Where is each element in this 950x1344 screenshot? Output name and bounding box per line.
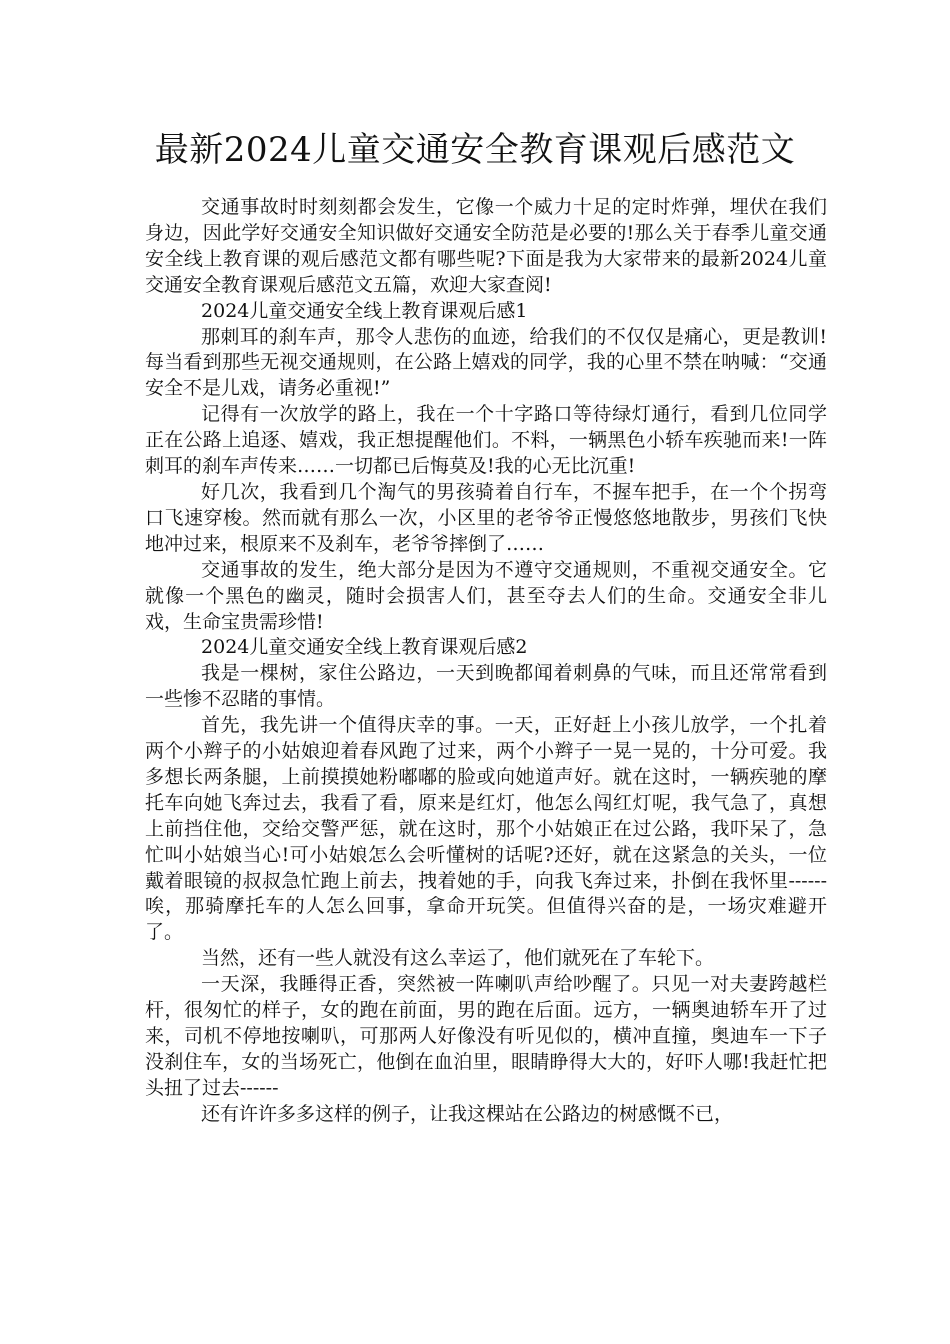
body-paragraph: 记得有一次放学的路上，我在一个十字路口等待绿灯通行，看到几位同学正在公路上追逐、嬉戏，我正想提醒他们。不料，一辆黑色小轿车疾驰而来!一阵刺耳的刹车声传来……一切都已后悔莫及!我的心无比沉重! (145, 403, 827, 478)
body-paragraph: 交通事故的发生，绝大部分是因为不遵守交通规则，不重视交通安全。它就像一个黑色的幽灵，随时会损害人们，甚至夺去人们的生命。交通安全非儿戏，生命宝贵需珍惜! (145, 558, 827, 633)
section-heading-2: 2024儿童交通安全线上教育课观后感2 (201, 636, 528, 659)
body-paragraph: 首先，我先讲一个值得庆幸的事。一天，正好赶上小孩儿放学，一个扎着两个小辫子的小姑娘迎着春风跑了过来，两个小辫子一晃一晃的，十分可爱。我多想长两条腿，上前摸摸她粉嘟嘟的脸或向她道声好。就在这时，一辆疾驰的摩托车向她飞奔过去，我看了看，原来是红灯，他怎么闯红灯呢，我气急了，真想上前挡住他，交给交警严惩，就在这时，那个小姑娘正在过公路，我吓呆了，急忙叫小姑娘当心!可小姑娘怎么会听懂树的话呢?还好，就在这紧急的关头，一位戴着眼镜的叔叔急忙跑上前去，拽着她的手，向我飞奔过来，扑倒在我怀里------唉，那骑摩托车的人怎么回事，拿命开玩笑。但值得兴奋的是，一场灾难避开了。 (145, 714, 827, 944)
body-paragraph: 还有许许多多这样的例子，让我这棵站在公路边的树感慨不已， (201, 1102, 734, 1125)
section-heading-1: 2024儿童交通安全线上教育课观后感1 (201, 299, 528, 322)
document-body (145, 195, 827, 1128)
body-paragraph: 好几次，我看到几个淘气的男孩骑着自行车，不握车把手，在一个个拐弯口飞速穿梭。然而就有那么一次，小区里的老爷爷正慢悠悠地散步，男孩们飞快地冲过来，根原来不及刹车，老爷爷摔倒了…… (145, 480, 827, 555)
intro-paragraph: 交通事故时时刻刻都会发生，它像一个威力十足的定时炸弹，埋伏在我们身边，因此学好交通安全知识做好交通安全防范是必要的!那么关于春季儿童交通安全线上教育课的观后感范文都有哪些呢?下面是我为大家带来的最新2024儿童交通安全教育课观后感范文五篇，欢迎大家查阅! (145, 196, 827, 296)
document-title: 最新2024儿童交通安全教育课观后感范文 (154, 130, 796, 170)
body-paragraph: 那刺耳的刹车声，那令人悲伤的血迹，给我们的不仅仅是痛心，更是教训!每当看到那些无视交通规则，在公路上嬉戏的同学，我的心里不禁在呐喊：“交通安全不是儿戏，请务必重视!” (145, 325, 827, 400)
body-paragraph: 我是一棵树，家住公路边，一天到晚都闻着刺鼻的气味，而且还常常看到一些惨不忍睹的事情。 (145, 662, 827, 711)
body-paragraph: 当然，还有一些人就没有这么幸运了，他们就死在了车轮下。 (201, 947, 715, 970)
body-paragraph: 一天深，我睡得正香，突然被一阵喇叭声给吵醒了。只见一对夫妻跨越栏杆，很匆忙的样子，女的跑在前面，男的跑在后面。远方，一辆奥迪轿车开了过来，司机不停地按喇叭，可那两人好像没有听见似的，横冲直撞，奥迪车一下子没刹住车，女的当场死亡，他倒在血泊里，眼睛睁得大大的，好吓人哪!我赶忙把头扭了过去------ (145, 973, 827, 1099)
